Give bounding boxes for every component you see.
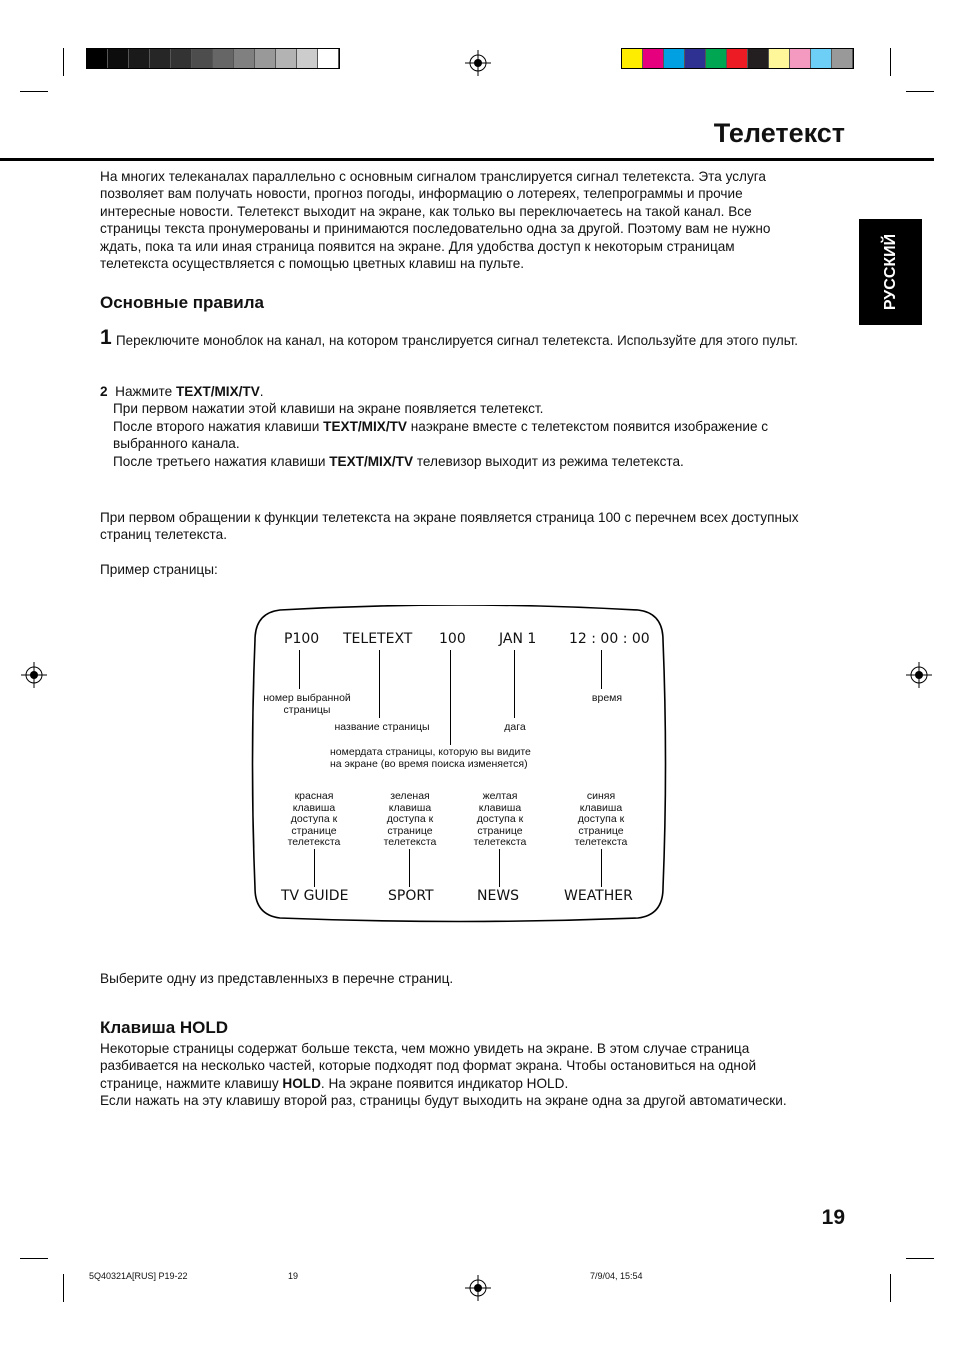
step2-text: Нажмите <box>115 384 176 399</box>
screen-weather: WEATHER <box>564 888 633 904</box>
screen-news: NEWS <box>477 888 520 904</box>
label-line: страницы <box>283 703 331 716</box>
page100-line: При первом обращении к функции телетекста на экране появляется страница 100 с перечнем всех доступных <box>100 510 799 525</box>
label-time: время <box>591 692 623 704</box>
step2-text: выбранного канала. <box>113 436 240 452</box>
color-swatch <box>643 49 664 68</box>
label-date: дага <box>504 721 526 733</box>
color-swatch <box>748 49 769 68</box>
label-red-key: красная клавиша доступа к странице телетекста <box>287 790 341 848</box>
color-swatch <box>622 49 643 68</box>
select-text: Выберите одну из представленныхз в перечне страниц. <box>100 971 454 986</box>
label-line: номер выбранной <box>263 692 351 704</box>
crop-mark <box>20 1258 48 1259</box>
hold-line: разбивается на несколько частей, которые подходят под формат экрана. Чтобы остановиться на одной <box>100 1058 757 1074</box>
color-swatch <box>297 49 318 68</box>
color-swatch <box>150 49 171 68</box>
step2-text: . <box>259 384 264 399</box>
hold-line: Некоторые страницы содержат больше текста, чем можно увидеть на экране. В этом случае страница <box>100 1041 750 1056</box>
footer-code: 5Q40321A[RUS] P19-22 <box>89 1271 188 1281</box>
step2-text: телевизор выходит из режима телетекста. <box>413 453 684 469</box>
leader-line <box>299 650 300 689</box>
step-number: 1 <box>100 326 112 349</box>
key-name: TEXT/MIX/TV <box>323 418 407 434</box>
leader-line <box>450 650 451 745</box>
intro-line: интересные новости. Телетекст выходит на экране, как только вы переключаетесь на такой канал. Все <box>100 203 752 219</box>
leader-line <box>379 650 380 718</box>
hold-line: странице, нажмите клавишу <box>100 1075 283 1091</box>
color-swatch <box>790 49 811 68</box>
intro-paragraph <box>100 168 770 272</box>
key-name: HOLD <box>282 1075 321 1091</box>
step2-text: наэкране вместе с телетекстом появится изображение с <box>406 418 769 434</box>
page100-line: страниц телетекста. <box>100 527 227 543</box>
crop-mark <box>63 1274 64 1302</box>
intro-line: телетекста осуществляется с помощью цветных клавиш на пульте. <box>100 256 525 272</box>
registration-mark-icon <box>906 662 932 688</box>
label-number-date <box>330 747 568 770</box>
label-page-number <box>253 693 361 716</box>
step1-text: Переключите моноблок на канал, на котором транслируется сигнал телетекста. Используйте для этого пульт. <box>116 333 798 348</box>
crop-mark <box>906 1258 934 1259</box>
crop-mark <box>63 48 64 76</box>
leader-line <box>601 849 602 887</box>
color-bar <box>621 48 854 69</box>
step-number: 2 <box>100 384 108 399</box>
example-label: Пример страницы: <box>100 562 218 577</box>
language-tab <box>859 219 922 325</box>
intro-line: страницы текста пронумерованы и принимаются последовательно одна за другой. Поэтому вам не нужно <box>100 221 771 237</box>
screen-date: JAN 1 <box>499 631 537 647</box>
color-swatch <box>171 49 192 68</box>
key-name: TEXT/MIX/TV <box>329 453 414 469</box>
leader-line <box>499 849 500 887</box>
screen-page-name: TELETEXT <box>343 631 413 647</box>
intro-line: ждать, пока та или иная страница появится на экране. Для удобства доступ к некоторым страницам <box>100 238 735 254</box>
section-heading-basics: Основные правила <box>100 293 265 312</box>
registration-mark-icon <box>465 50 491 76</box>
label-blue-key: синяя клавиша доступа к странице телетекста <box>574 790 628 848</box>
label-line: номердата страницы, которую вы видите <box>330 746 531 758</box>
label-green-key: зеленая клавиша доступа к странице телетекста <box>383 790 437 848</box>
screen-page-code: P100 <box>284 631 320 647</box>
key-name: TEXT/MIX/TV <box>175 384 260 399</box>
leader-line <box>601 650 602 689</box>
leader-line <box>409 849 410 887</box>
crop-mark <box>890 48 891 76</box>
color-swatch <box>234 49 255 68</box>
step2-text: При первом нажатии этой клавиши на экране появляется телетекст. <box>113 401 544 417</box>
color-swatch <box>276 49 297 68</box>
color-swatch <box>832 49 853 68</box>
color-swatch <box>706 49 727 68</box>
screen-time: 12 : 00 : 00 <box>569 631 650 647</box>
crop-mark <box>20 91 48 92</box>
hold-line: . На экране появится индикатор HOLD. <box>320 1075 569 1091</box>
color-swatch <box>108 49 129 68</box>
language-tab-label: РУССКИЙ <box>881 233 899 311</box>
color-swatch <box>811 49 832 68</box>
crop-mark <box>906 91 934 92</box>
intro-line: На многих телеканалах параллельно с основным сигналом транслируется сигнал телетекста. Эта услуга <box>100 169 766 184</box>
footer-page: 19 <box>288 1271 299 1281</box>
color-swatch <box>213 49 234 68</box>
color-swatch <box>685 49 706 68</box>
screen-sport: SPORT <box>388 888 434 904</box>
title-rule <box>0 158 934 161</box>
color-swatch <box>192 49 213 68</box>
screen-tv-guide: TV GUIDE <box>281 888 349 904</box>
grayscale-bar <box>86 48 340 69</box>
color-swatch <box>255 49 276 68</box>
label-line: на экране (во время поиска изменяется) <box>330 757 528 770</box>
color-swatch <box>769 49 790 68</box>
section-heading-hold: Клавиша HOLD <box>100 1018 229 1037</box>
label-yellow-key: желтая клавиша доступа к странице телетекста <box>473 790 527 848</box>
hold-paragraph <box>100 1040 787 1110</box>
registration-mark-icon <box>21 662 47 688</box>
color-swatch <box>318 49 339 68</box>
color-swatch <box>664 49 685 68</box>
color-swatch <box>129 49 150 68</box>
leader-line <box>314 849 315 887</box>
page-title: Телетекст <box>713 118 845 148</box>
page-number: 19 <box>821 1206 845 1229</box>
intro-line: позволяет вам получать новости, прогноз погоды, информацию о лотереях, телепрограммы и прочие <box>100 186 743 202</box>
hold-line: Если нажать на эту клавишу второй раз, страницы будут выходить на экране одна за другой автоматически. <box>100 1093 787 1109</box>
step2-block <box>100 383 768 470</box>
crop-mark <box>890 1274 891 1302</box>
color-swatch <box>87 49 108 68</box>
label-page-name: название страницы <box>334 721 430 733</box>
registration-mark-icon <box>465 1275 491 1301</box>
leader-line <box>514 650 515 718</box>
step2-text: После третьего нажатия клавиши <box>113 453 330 469</box>
page100-paragraph <box>100 509 799 544</box>
screen-page-number: 100 <box>439 631 466 647</box>
color-swatch <box>727 49 748 68</box>
step2-text: После второго нажатия клавиши <box>113 418 324 434</box>
footer-date: 7/9/04, 15:54 <box>590 1271 643 1281</box>
